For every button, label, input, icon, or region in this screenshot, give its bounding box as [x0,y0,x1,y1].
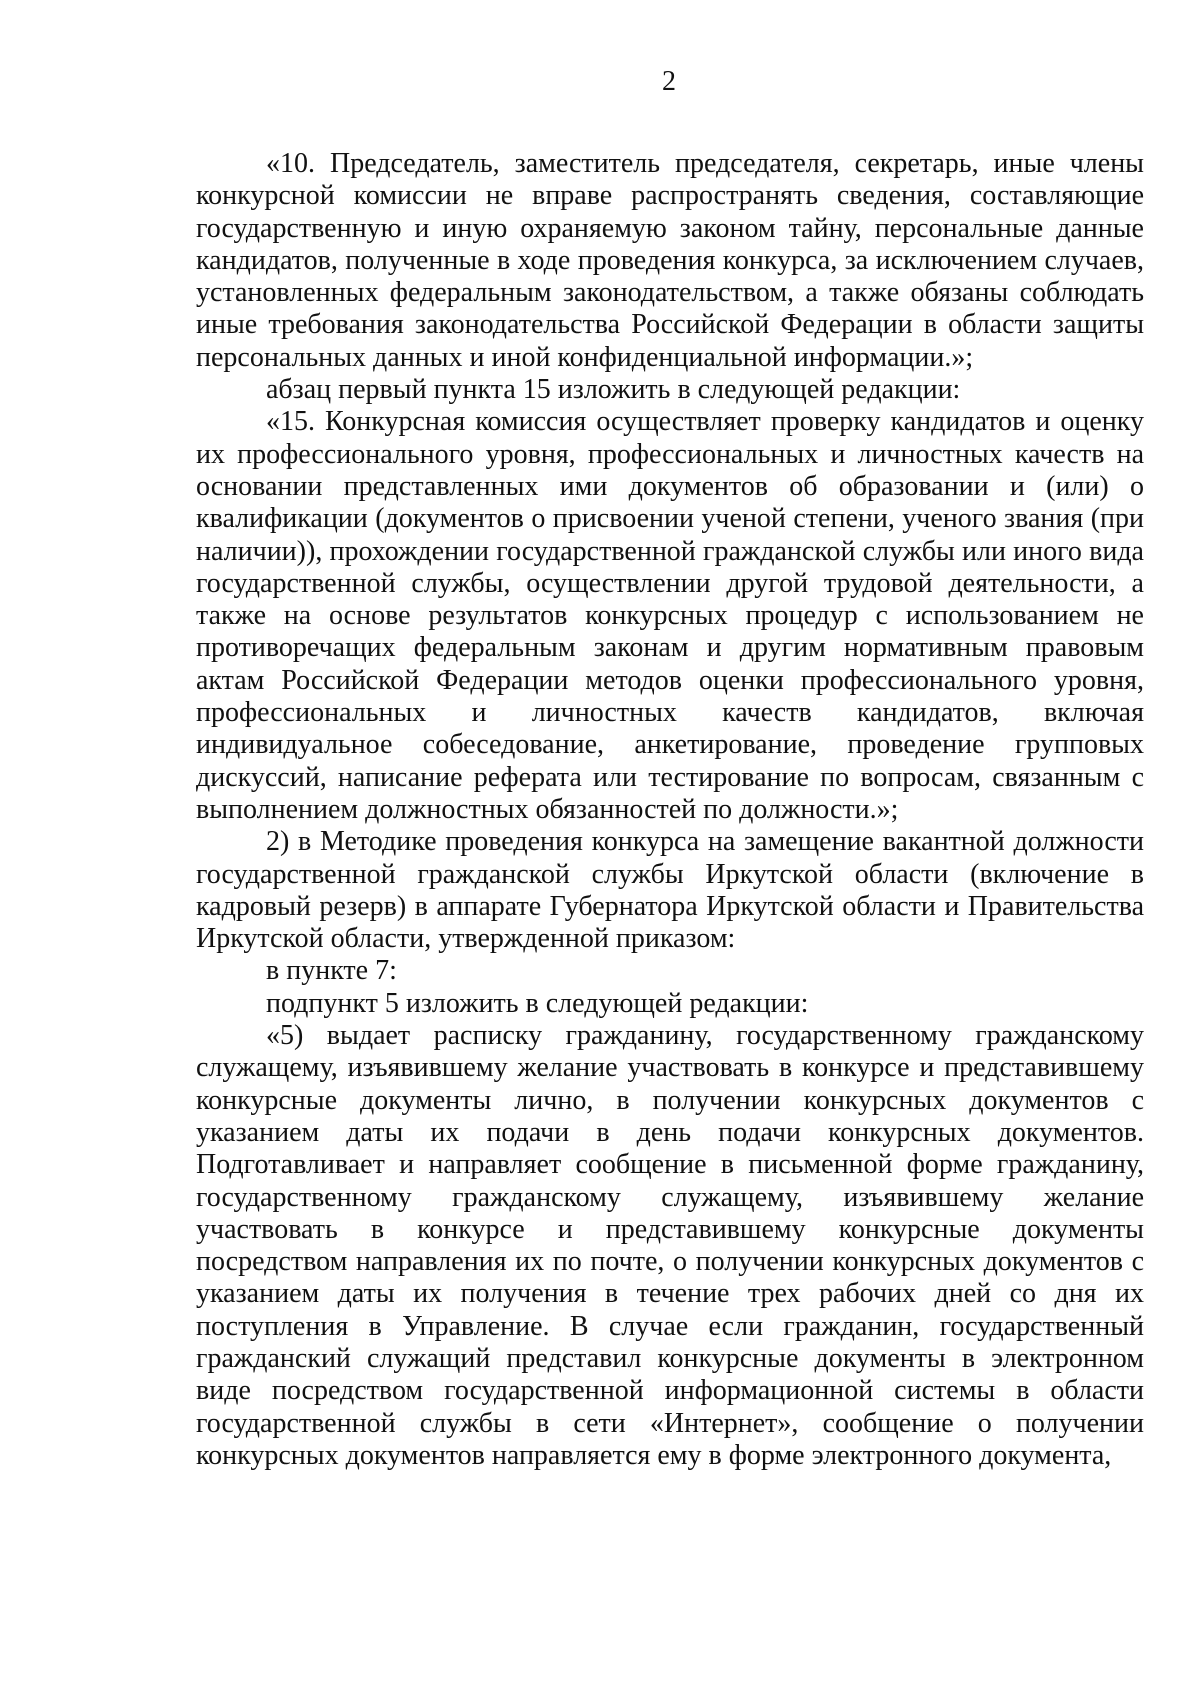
document-body [196,148,1144,1472]
page-number: 2 [662,66,676,97]
paragraph-item-7: в пункте 7: [266,955,397,987]
paragraph-amend-item-15: абзац первый пункта 15 изложить в следующей редакции: [266,374,961,406]
paragraph-15-commission-evaluation: «15. Конкурсная комиссия осуществляет проверку кандидатов и оценку их профессионального уровня, профессиональных и личностных качеств на основании представленных ими документов об образовании и (или) о квалификации (документов о присвоении ученой степени, ученого звания (при наличии)), прохождении государственной гражданской службы или иного вида государственной службы, осуществлении другой трудовой деятельности, а также на основе результатов конкурсных процедур с использованием не противоречащих федеральным законам и другим нормативным правовым актам Российской Федерации методов оценки профессионального уровня, профессиональных и личностных качеств кандидатов, включая индивидуальное собеседование, анкетирование, проведение групповых дискуссий, написание реферата или тестирование по вопросам, связанным с выполнением должностных обязанностей по должности.»; [196,406,1144,825]
paragraph-methodology-amendment: 2) в Методике проведения конкурса на замещение вакантной должности государственной гражданской службы Иркутской области (включение в кадровый резерв) в аппарате Губернатора Иркутской области и Правительства Иркутской области, утвержденной приказом: [196,826,1144,955]
paragraph-10-commission-confidentiality: «10. Председатель, заместитель председателя, секретарь, иные члены конкурсной комиссии не вправе распространять сведения, составляющие государственную и иную охраняемую законом тайну, персональные данные кандидатов, полученные в ходе проведения конкурса, за исключением случаев, установленных федеральным законодательством, а также обязаны соблюдать иные требования законодательства Российской Федерации в области защиты персональных данных и иной конфиденциальной информации.»; [196,148,1144,373]
paragraph-subitem-5-intro: подпункт 5 изложить в следующей редакции: [266,987,809,1019]
paragraph-subitem-5-text: «5) выдает расписку гражданину, государственному гражданскому служащему, изъявившему желание участвовать в конкурсе и представившему конкурсные документы лично, в получении конкурсных документов с указанием даты их подачи в день подачи конкурсных документов. Подготавливает и направляет сообщение в письменной форме гражданину, государственному гражданскому служащему, изъявившему желание участвовать в конкурсе и представившему конкурсные документы посредством направления их по почте, о получении конкурсных документов с указанием даты их получения в течение трех рабочих дней со дня их поступления в Управление. В случае если гражданин, государственный гражданский служащий представил конкурсные документы в электронном виде посредством государственной информационной системы в области государственной службы в сети «Интернет», сообщение о получении конкурсных документов направляется ему в форме электронного документа, [196,1020,1144,1471]
